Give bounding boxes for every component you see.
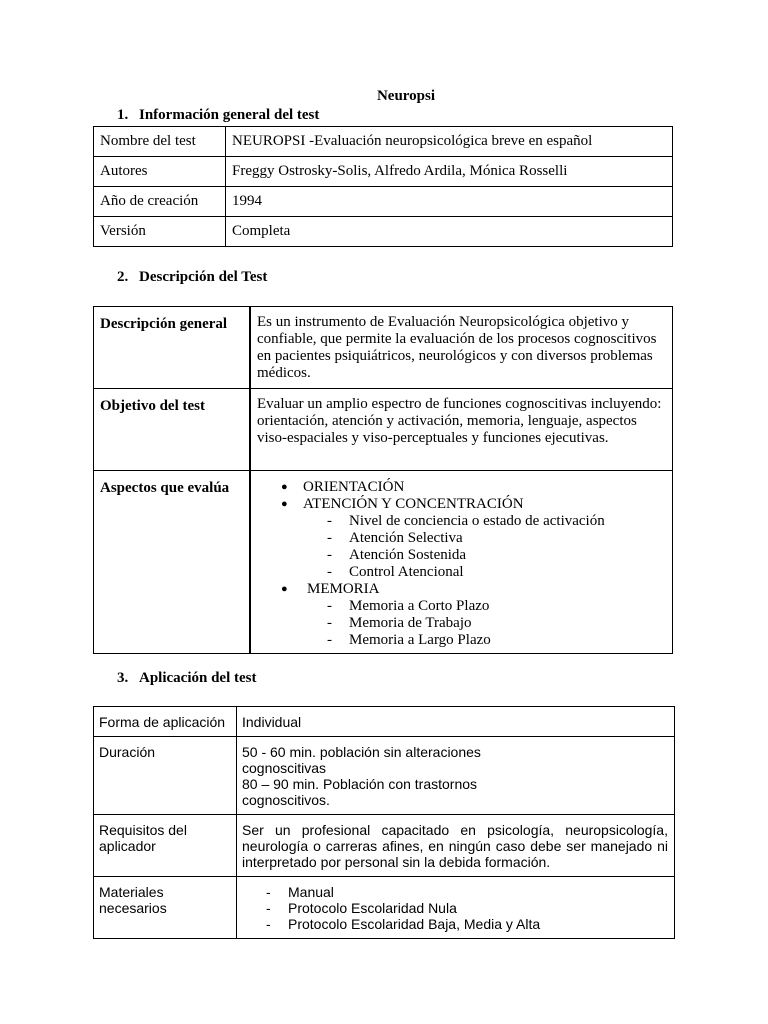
table-label: Nombre del test (94, 127, 226, 157)
list-item: - Protocolo Escolaridad Nula (242, 900, 668, 916)
duration-line: cognoscitivos. (242, 792, 330, 808)
table-row (94, 217, 673, 247)
list-item: ● ORIENTACIÓN (257, 479, 666, 496)
list-item: - Memoria de Trabajo (257, 615, 666, 632)
list-item: - Memoria a Largo Plazo (257, 632, 666, 649)
table-row (94, 471, 673, 654)
table-label: Forma de aplicación (94, 707, 237, 737)
aspects-list-cell (250, 471, 673, 654)
list-item: - Nivel de conciencia o estado de activación (257, 513, 666, 530)
table-value: Individual (237, 707, 675, 737)
list-item: ● MEMORIA (257, 581, 666, 598)
list-item: - Control Atencional (257, 564, 666, 581)
table-row (94, 157, 673, 187)
table-label: Descripción general (94, 307, 251, 389)
table-row (94, 707, 675, 737)
section-1-heading (117, 107, 319, 124)
duration-cell (237, 737, 675, 815)
table-label: Autores (94, 157, 226, 187)
table-label: Año de creación (94, 187, 226, 217)
list-item: ● ATENCIÓN Y CONCENTRACIÓN (257, 496, 666, 513)
table-label: Aspectos que evalúa (94, 471, 251, 654)
duration-line: cognoscitivas (242, 760, 327, 776)
table-value: Es un instrumento de Evaluación Neuropsicológica objetivo y confiable, que permite la evaluación de los procesos cognoscitivos en pacientes psiquiátricos, neurológicos y con diversos problemas médicos. (250, 307, 673, 389)
table-row (94, 877, 675, 939)
section-number: 2. (117, 269, 129, 285)
list-item: - Manual (242, 884, 668, 900)
table-label: Requisitos del aplicador (94, 815, 237, 877)
table-label: Materiales necesarios (94, 877, 237, 939)
general-info-table (93, 126, 673, 247)
application-table (93, 706, 675, 939)
table-value: NEUROPSI -Evaluación neuropsicológica breve en español (226, 127, 673, 157)
table-value: Freggy Ostrosky-Solis, Alfredo Ardila, Mónica Rosselli (226, 157, 673, 187)
test-description-table (93, 306, 673, 654)
table-value: 1994 (226, 187, 673, 217)
document-title: Neuropsi (376, 88, 436, 104)
table-label: Objetivo del test (94, 389, 251, 471)
table-label: Versión (94, 217, 226, 247)
list-item: - Protocolo Escolaridad Baja, Media y Alta (242, 916, 668, 932)
section-3-heading (117, 670, 257, 687)
section-2-heading (117, 269, 267, 286)
section-number: 1. (117, 107, 129, 123)
table-row (94, 187, 673, 217)
table-row (94, 737, 675, 815)
section-number: 3. (117, 670, 129, 686)
table-value: Evaluar un amplio espectro de funciones cognoscitivas incluyendo: orientación, atención y activación, memoria, lenguaje, aspectos viso-espaciales y viso-perceptuales y funciones ejecutivas. (250, 389, 673, 471)
table-row (94, 307, 673, 389)
list-item: - Atención Sostenida (257, 547, 666, 564)
table-value: Ser un profesional capacitado en psicología, neuropsicología, neurología o carreras afines, en ningún caso debe ser manejado ni interpretado por personal sin la debida formación. (237, 815, 675, 877)
table-row (94, 127, 673, 157)
duration-line: 80 – 90 min. Población con trastornos (242, 776, 478, 792)
section-title: Descripción del Test (139, 269, 268, 285)
table-row (94, 815, 675, 877)
list-item: - Atención Selectiva (257, 530, 666, 547)
table-label: Duración (94, 737, 237, 815)
table-row (94, 389, 673, 471)
materials-cell (237, 877, 675, 939)
duration-line: 50 - 60 min. población sin alteraciones (242, 744, 481, 760)
list-item: - Memoria a Corto Plazo (257, 598, 666, 615)
table-value: Completa (226, 217, 673, 247)
section-title: Aplicación del test (139, 670, 257, 686)
section-title: Información general del test (139, 107, 320, 123)
